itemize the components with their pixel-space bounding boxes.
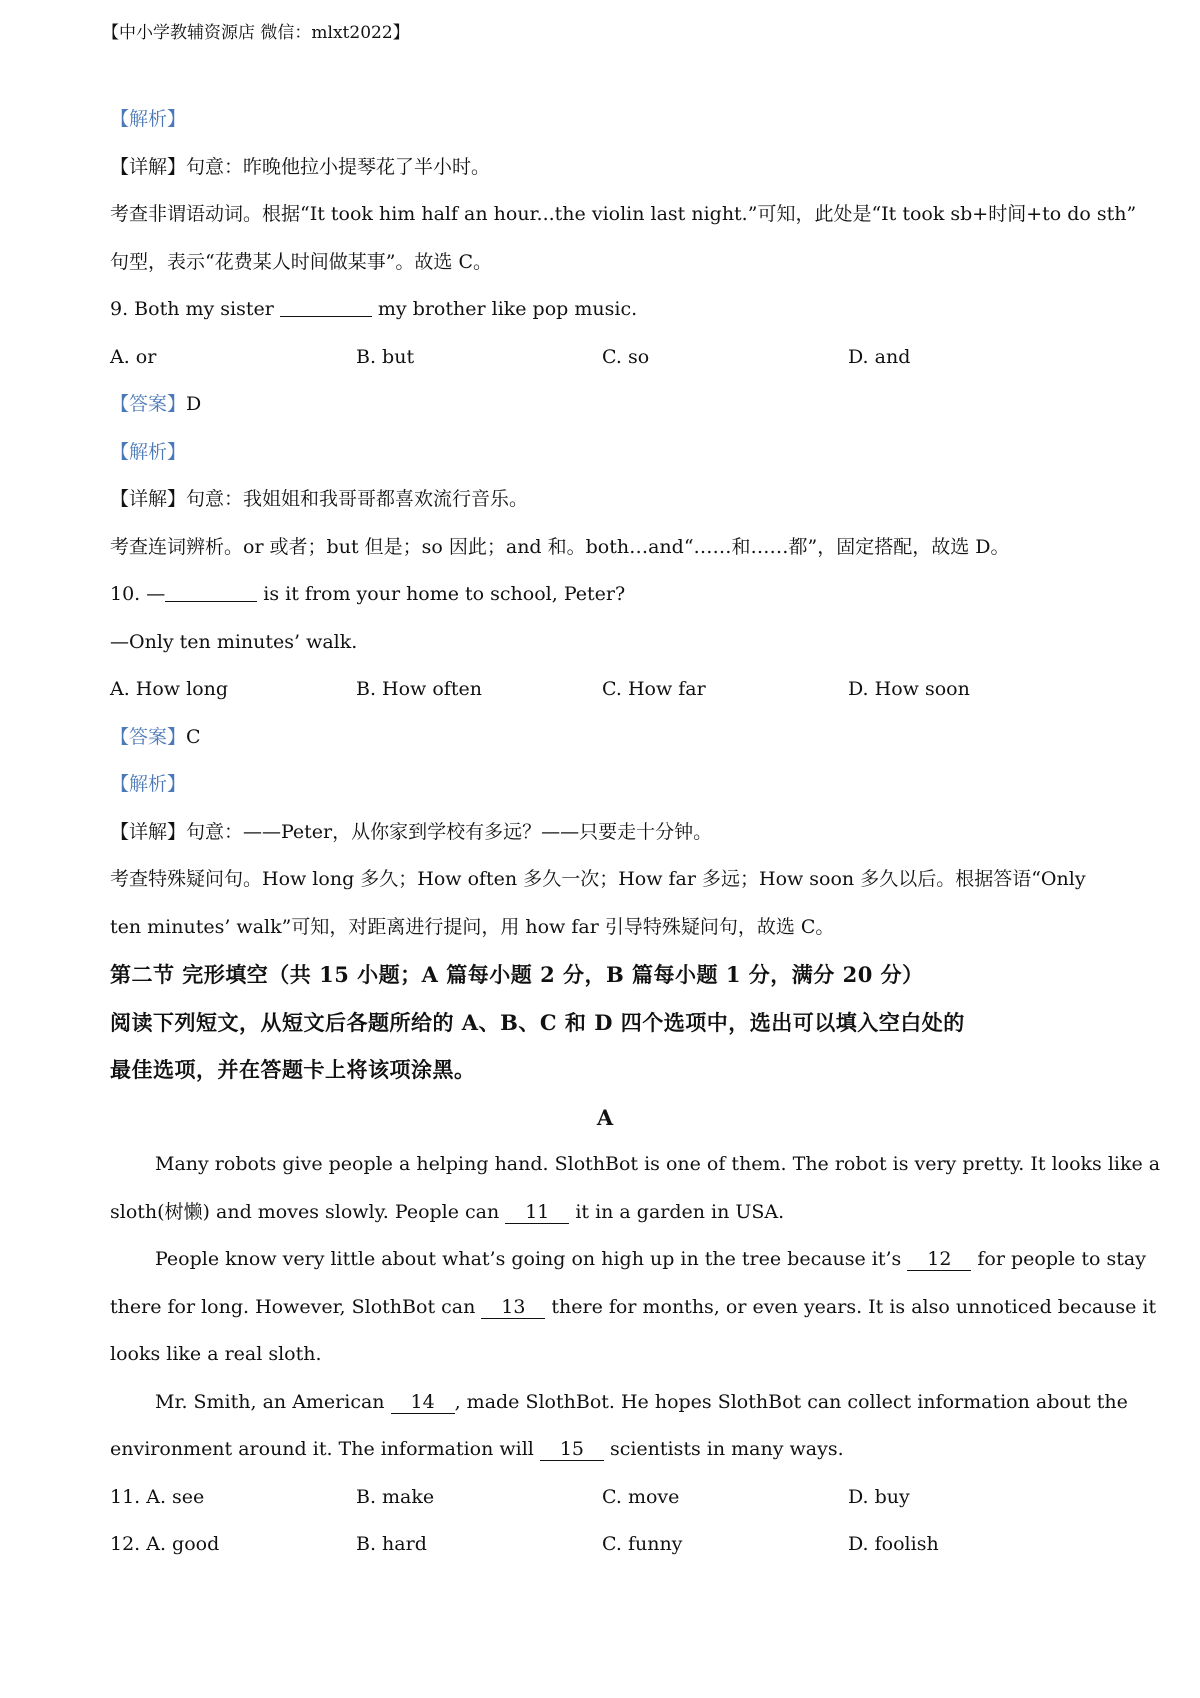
option: A. How long [110,678,229,700]
answer-blank [165,583,257,602]
option: 11. A. see [110,1485,205,1508]
passage-line [110,1379,1128,1427]
question-line [110,571,1100,619]
passage-title: A [596,1104,614,1130]
passage-line [110,1284,1157,1332]
answer-line [110,714,1100,762]
section-heading: 最佳选项，并在答题卡上将该项涂黑。 [110,1057,476,1082]
passage-text: there for long. However, SlothBot can [110,1295,482,1318]
passage-line [110,1426,1100,1474]
option-row [110,666,1100,714]
answer-tag: 【答案】 [110,725,187,748]
question-text: is it from your home to school, Peter? [257,583,626,605]
option: D. buy [848,1485,910,1508]
section-heading: 第二节 完形填空（共 15 小题；A 篇每小题 2 分，B 篇每小题 1 分，满分 20 分） [110,962,924,987]
text-line: 【详解】句意：——Peter，从你家到学校有多远？——只要走十分钟。 [110,820,713,843]
numbered-blank: 14 [391,1391,455,1414]
option: B. How often [356,678,482,700]
section-tag: 【解析】 [110,773,187,795]
option: D. How soon [848,678,970,700]
question-text: 10. — [110,583,166,605]
passage-line [110,1236,1146,1284]
passage-text: scientists in many ways. [603,1438,844,1460]
numbered-blank: 13 [481,1296,545,1319]
text-line: 考查连词辨析。or 或者；but 但是；so 因此；and 和。both…and“……和……都”，固定搭配，故选 D。 [110,535,1010,558]
question-text: 9. Both my sister [110,298,280,320]
option-row [110,1474,1100,1522]
option-row [110,334,1100,382]
text-line: 考查特殊疑问句。How long 多久；How often 多久一次；How far 多远；How soon 多久以后。根据答语“Only [110,868,1086,890]
option-row [110,1521,1100,1569]
section-tag: 【解析】 [110,440,187,463]
passage-text: Mr. Smith, an American [155,1390,391,1413]
passage-line: Many robots give people a helping hand. SlothBot is one of them. The robot is very pretty. It looks like a [155,1153,1161,1175]
option: D. and [848,345,911,368]
answer-line [110,381,1100,429]
text-line: 句型，表示“花费某人时间做某事”。故选 C。 [110,250,493,273]
option: C. so [602,345,650,368]
answer-value: D [186,393,202,415]
passage-line [110,1189,1100,1237]
numbered-blank: 12 [907,1248,971,1271]
passage-text: sloth(树懒) and moves slowly. People can [110,1200,506,1223]
option: C. How far [602,678,706,700]
option: B. hard [356,1533,427,1555]
text-line: 考查非谓语动词。根据“It took him half an hour...the violin last night.”可知，此处是“It took sb+时间+to do sth” [110,203,1137,225]
question-line [110,286,1100,334]
option: B. but [356,345,415,368]
text-line: ten minutes’ walk”可知，对距离进行提问，用 how far 引导特殊疑问句，故选 C。 [110,915,835,938]
section-tag: 【解析】 [110,108,187,130]
passage-text: it in a garden in USA. [569,1200,785,1223]
numbered-blank: 15 [540,1438,604,1461]
option: C. funny [602,1533,683,1555]
option: D. foolish [848,1533,939,1555]
option: A. or [110,345,157,368]
option: B. make [356,1485,435,1508]
text-line: looks like a real sloth. [110,1343,322,1365]
option: C. move [602,1485,680,1508]
document-body [110,96,1161,1569]
answer-blank [280,298,372,317]
numbered-blank: 11 [505,1201,569,1224]
passage-text: there for months, or even years. It is also unnoticed because it [545,1295,1157,1318]
section-heading: 阅读下列短文，从短文后各题所给的 A、B、C 和 D 四个选项中，选出可以填入空白处的 [110,1009,965,1035]
page-header: 【中小学教辅资源店 微信：mlxt2022】 [102,23,410,43]
passage-text: People know very little about what’s going on high up in the tree because it’s [155,1248,908,1270]
answer-tag: 【答案】 [110,393,187,415]
passage-text: environment around it. The information will [110,1438,540,1460]
passage-text: for people to stay [971,1248,1146,1270]
answer-value: C [186,725,201,748]
passage-text: , made SlothBot. He hopes SlothBot can collect information about the [454,1390,1128,1413]
text-line: 【详解】句意：昨晚他拉小提琴花了半小时。 [110,155,491,178]
text-line: —Only ten minutes’ walk. [110,630,358,653]
question-text: my brother like pop music. [371,298,638,320]
option: 12. A. good [110,1533,220,1555]
text-line: 【详解】句意：我姐姐和我哥哥都喜欢流行音乐。 [110,488,529,510]
